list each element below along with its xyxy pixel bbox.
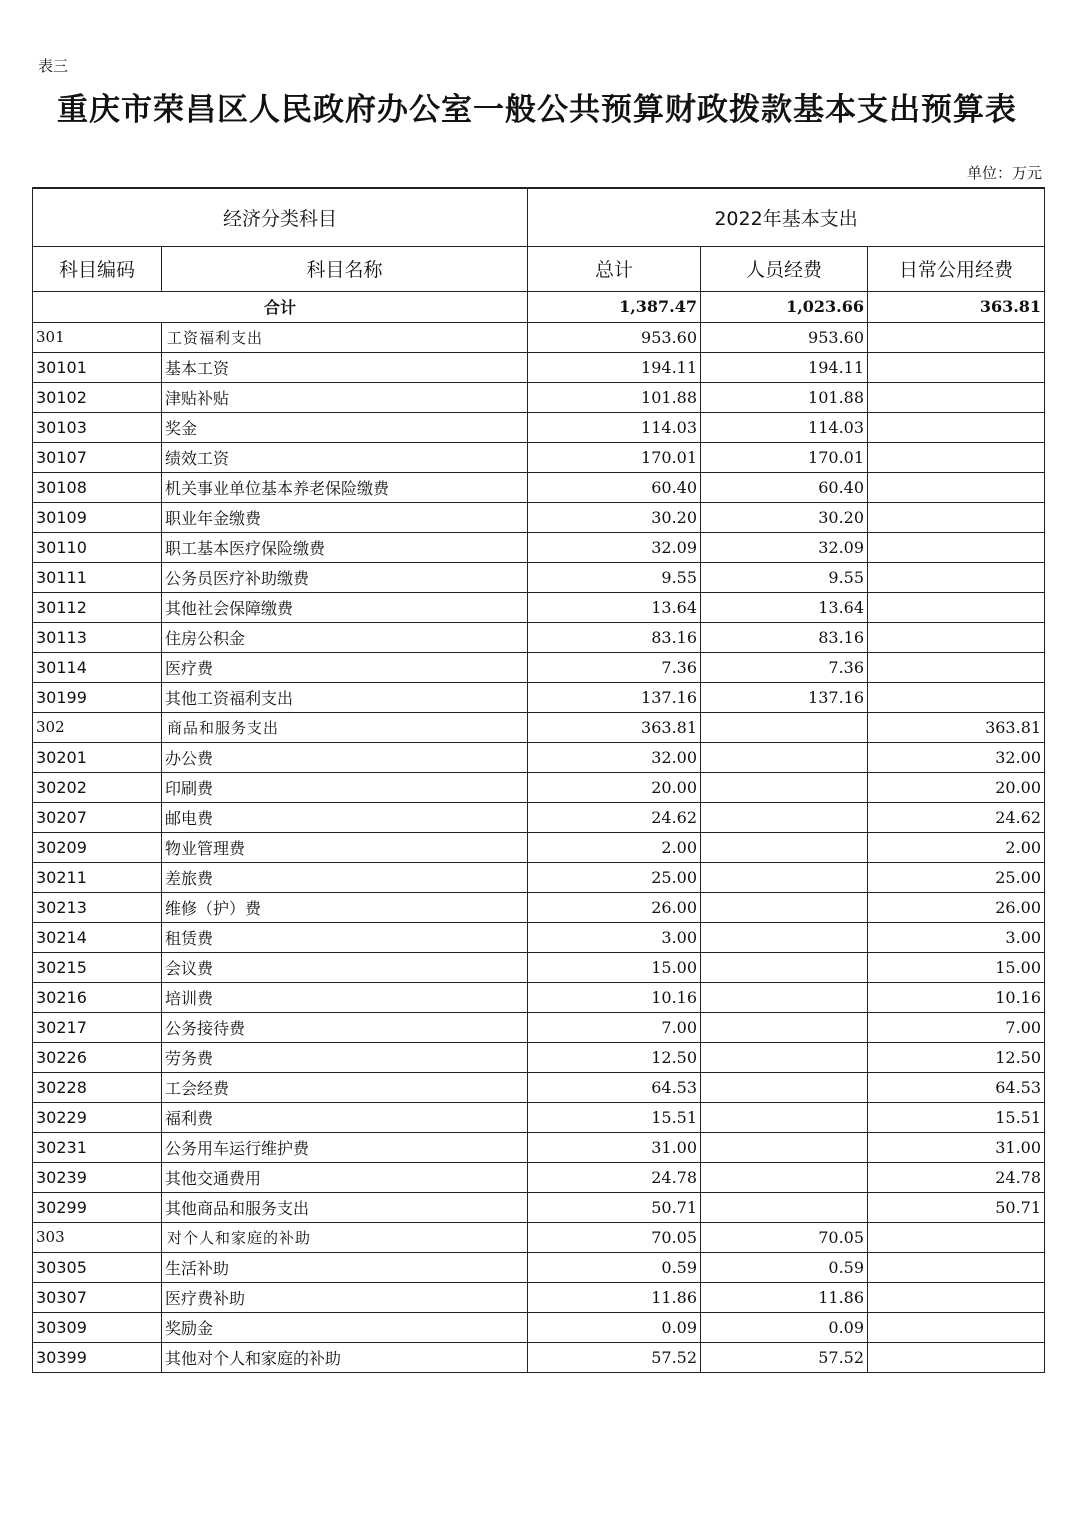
row-name: 医疗费 <box>162 652 528 682</box>
row-code: 30305 <box>33 1252 162 1282</box>
row-name: 差旅费 <box>162 862 528 892</box>
row-name: 工资福利支出 <box>162 322 528 352</box>
table-row <box>33 532 1045 562</box>
table-row <box>33 1072 1045 1102</box>
row-code: 30103 <box>33 412 162 442</box>
row-total: 7.00 <box>528 1012 701 1042</box>
row-name: 公务员医疗补助缴费 <box>162 562 528 592</box>
table-row <box>33 1282 1045 1312</box>
row-code: 30209 <box>33 832 162 862</box>
row-name: 工会经费 <box>162 1072 528 1102</box>
table-label: 表三 <box>38 57 69 75</box>
row-public <box>868 1252 1045 1282</box>
row-total: 26.00 <box>528 892 701 922</box>
row-total: 101.88 <box>528 382 701 412</box>
row-name: 奖励金 <box>162 1312 528 1342</box>
row-personnel <box>701 772 868 802</box>
row-name: 邮电费 <box>162 802 528 832</box>
table-row <box>33 502 1045 532</box>
row-total: 953.60 <box>528 322 701 352</box>
row-total: 60.40 <box>528 472 701 502</box>
row-code: 302 <box>33 712 162 742</box>
row-total: 114.03 <box>528 412 701 442</box>
row-code: 30112 <box>33 592 162 622</box>
row-code: 30226 <box>33 1042 162 1072</box>
row-total: 194.11 <box>528 352 701 382</box>
row-total: 9.55 <box>528 562 701 592</box>
row-personnel: 0.09 <box>701 1312 868 1342</box>
row-public <box>868 1312 1045 1342</box>
row-code: 30113 <box>33 622 162 652</box>
row-code: 30211 <box>33 862 162 892</box>
row-personnel: 0.59 <box>701 1252 868 1282</box>
header-economic-classification: 经济分类科目 <box>33 188 528 246</box>
row-name: 其他社会保障缴费 <box>162 592 528 622</box>
table-row <box>33 982 1045 1012</box>
row-code: 30307 <box>33 1282 162 1312</box>
table-row <box>33 1042 1045 1072</box>
row-public <box>868 472 1045 502</box>
row-code: 30215 <box>33 952 162 982</box>
row-code: 30107 <box>33 442 162 472</box>
row-public: 20.00 <box>868 772 1045 802</box>
row-name: 其他交通费用 <box>162 1162 528 1192</box>
row-code: 30399 <box>33 1342 162 1372</box>
row-code: 30299 <box>33 1192 162 1222</box>
row-name: 医疗费补助 <box>162 1282 528 1312</box>
table-row <box>33 322 1045 352</box>
row-personnel <box>701 1132 868 1162</box>
row-public: 3.00 <box>868 922 1045 952</box>
header-row-columns <box>33 246 1045 291</box>
row-name: 职业年金缴费 <box>162 502 528 532</box>
table-row <box>33 712 1045 742</box>
row-name: 福利费 <box>162 1102 528 1132</box>
header-total: 总计 <box>528 246 701 291</box>
row-code: 30214 <box>33 922 162 952</box>
row-total: 3.00 <box>528 922 701 952</box>
row-name: 租赁费 <box>162 922 528 952</box>
row-name: 公务用车运行维护费 <box>162 1132 528 1162</box>
row-total: 25.00 <box>528 862 701 892</box>
row-public: 32.00 <box>868 742 1045 772</box>
table-row <box>33 1342 1045 1372</box>
row-code: 30114 <box>33 652 162 682</box>
row-public <box>868 442 1045 472</box>
row-name: 绩效工资 <box>162 442 528 472</box>
table-row <box>33 772 1045 802</box>
row-total: 31.00 <box>528 1132 701 1162</box>
row-personnel: 70.05 <box>701 1222 868 1252</box>
row-personnel <box>701 1042 868 1072</box>
row-personnel <box>701 1012 868 1042</box>
row-personnel: 32.09 <box>701 532 868 562</box>
row-public: 31.00 <box>868 1132 1045 1162</box>
row-personnel: 13.64 <box>701 592 868 622</box>
row-total: 7.36 <box>528 652 701 682</box>
row-code: 30239 <box>33 1162 162 1192</box>
row-total: 32.09 <box>528 532 701 562</box>
table-row <box>33 802 1045 832</box>
row-name: 办公费 <box>162 742 528 772</box>
row-personnel <box>701 922 868 952</box>
row-total: 11.86 <box>528 1282 701 1312</box>
table-row <box>33 892 1045 922</box>
row-total: 0.09 <box>528 1312 701 1342</box>
row-personnel <box>701 982 868 1012</box>
row-public: 15.00 <box>868 952 1045 982</box>
row-name: 基本工资 <box>162 352 528 382</box>
row-personnel: 11.86 <box>701 1282 868 1312</box>
row-code: 30231 <box>33 1132 162 1162</box>
row-public <box>868 382 1045 412</box>
table-row <box>33 862 1045 892</box>
total-total: 1,387.47 <box>528 291 701 322</box>
row-personnel <box>701 832 868 862</box>
table-row <box>33 352 1045 382</box>
row-public: 50.71 <box>868 1192 1045 1222</box>
row-personnel: 9.55 <box>701 562 868 592</box>
row-public <box>868 1222 1045 1252</box>
row-public <box>868 652 1045 682</box>
row-public <box>868 1282 1045 1312</box>
row-personnel: 7.36 <box>701 652 868 682</box>
row-personnel: 137.16 <box>701 682 868 712</box>
table-row <box>33 1102 1045 1132</box>
row-total: 64.53 <box>528 1072 701 1102</box>
row-public <box>868 412 1045 442</box>
row-total: 0.59 <box>528 1252 701 1282</box>
row-public: 26.00 <box>868 892 1045 922</box>
row-code: 30213 <box>33 892 162 922</box>
row-code: 301 <box>33 322 162 352</box>
row-total: 32.00 <box>528 742 701 772</box>
row-name: 培训费 <box>162 982 528 1012</box>
row-name: 其他对个人和家庭的补助 <box>162 1342 528 1372</box>
row-personnel <box>701 802 868 832</box>
row-public <box>868 1342 1045 1372</box>
row-name: 其他工资福利支出 <box>162 682 528 712</box>
header-public: 日常公用经费 <box>868 246 1045 291</box>
table-row <box>33 622 1045 652</box>
row-public: 7.00 <box>868 1012 1045 1042</box>
row-code: 30229 <box>33 1102 162 1132</box>
row-name: 物业管理费 <box>162 832 528 862</box>
row-total: 10.16 <box>528 982 701 1012</box>
row-total: 24.62 <box>528 802 701 832</box>
row-total: 57.52 <box>528 1342 701 1372</box>
total-label: 合计 <box>33 291 528 322</box>
row-personnel <box>701 1102 868 1132</box>
table-row <box>33 742 1045 772</box>
row-name: 会议费 <box>162 952 528 982</box>
row-total: 137.16 <box>528 682 701 712</box>
row-code: 30110 <box>33 532 162 562</box>
row-total: 83.16 <box>528 622 701 652</box>
row-name: 对个人和家庭的补助 <box>162 1222 528 1252</box>
row-public <box>868 682 1045 712</box>
row-total: 24.78 <box>528 1162 701 1192</box>
table-row <box>33 1222 1045 1252</box>
row-personnel: 60.40 <box>701 472 868 502</box>
row-public: 24.62 <box>868 802 1045 832</box>
row-public: 12.50 <box>868 1042 1045 1072</box>
table-row <box>33 1162 1045 1192</box>
row-public: 363.81 <box>868 712 1045 742</box>
row-name: 奖金 <box>162 412 528 442</box>
row-code: 30108 <box>33 472 162 502</box>
row-personnel: 30.20 <box>701 502 868 532</box>
row-code: 30228 <box>33 1072 162 1102</box>
row-code: 303 <box>33 1222 162 1252</box>
row-personnel: 194.11 <box>701 352 868 382</box>
row-public: 64.53 <box>868 1072 1045 1102</box>
table-row <box>33 652 1045 682</box>
total-public: 363.81 <box>868 291 1045 322</box>
row-total: 15.00 <box>528 952 701 982</box>
table-row <box>33 1312 1045 1342</box>
row-personnel <box>701 1192 868 1222</box>
row-name: 其他商品和服务支出 <box>162 1192 528 1222</box>
row-personnel: 83.16 <box>701 622 868 652</box>
row-total: 50.71 <box>528 1192 701 1222</box>
row-code: 30309 <box>33 1312 162 1342</box>
header-name: 科目名称 <box>162 246 528 291</box>
row-public <box>868 592 1045 622</box>
total-row <box>33 291 1045 322</box>
row-name: 住房公积金 <box>162 622 528 652</box>
row-code: 30216 <box>33 982 162 1012</box>
row-code: 30199 <box>33 682 162 712</box>
row-public: 25.00 <box>868 862 1045 892</box>
row-code: 30207 <box>33 802 162 832</box>
row-personnel: 953.60 <box>701 322 868 352</box>
row-public <box>868 322 1045 352</box>
total-personnel: 1,023.66 <box>701 291 868 322</box>
row-code: 30109 <box>33 502 162 532</box>
row-code: 30217 <box>33 1012 162 1042</box>
row-name: 印刷费 <box>162 772 528 802</box>
table-row <box>33 562 1045 592</box>
row-total: 170.01 <box>528 442 701 472</box>
row-public: 24.78 <box>868 1162 1045 1192</box>
row-personnel: 57.52 <box>701 1342 868 1372</box>
row-personnel: 101.88 <box>701 382 868 412</box>
header-basic-expenditure: 2022年基本支出 <box>528 188 1045 246</box>
row-code: 30101 <box>33 352 162 382</box>
row-name: 维修（护）费 <box>162 892 528 922</box>
unit-label: 单位：万元 <box>966 164 1042 182</box>
table-row <box>33 412 1045 442</box>
row-total: 20.00 <box>528 772 701 802</box>
row-name: 机关事业单位基本养老保险缴费 <box>162 472 528 502</box>
row-personnel: 170.01 <box>701 442 868 472</box>
row-personnel <box>701 862 868 892</box>
row-total: 2.00 <box>528 832 701 862</box>
row-public <box>868 562 1045 592</box>
row-personnel <box>701 1162 868 1192</box>
row-name: 生活补助 <box>162 1252 528 1282</box>
row-public <box>868 502 1045 532</box>
table-row <box>33 922 1045 952</box>
table-row <box>33 592 1045 622</box>
table-row <box>33 1252 1045 1282</box>
header-code: 科目编码 <box>33 246 162 291</box>
table-row <box>33 952 1045 982</box>
row-public: 2.00 <box>868 832 1045 862</box>
row-public: 15.51 <box>868 1102 1045 1132</box>
budget-table <box>32 187 1045 1373</box>
row-public <box>868 532 1045 562</box>
row-personnel <box>701 952 868 982</box>
row-code: 30202 <box>33 772 162 802</box>
table-row <box>33 1012 1045 1042</box>
row-total: 30.20 <box>528 502 701 532</box>
header-row-group <box>33 188 1045 246</box>
row-name: 公务接待费 <box>162 1012 528 1042</box>
row-total: 363.81 <box>528 712 701 742</box>
row-code: 30111 <box>33 562 162 592</box>
table-row <box>33 682 1045 712</box>
row-personnel: 114.03 <box>701 412 868 442</box>
table-row <box>33 1132 1045 1162</box>
row-public: 10.16 <box>868 982 1045 1012</box>
row-name: 津贴补贴 <box>162 382 528 412</box>
page-title: 重庆市荣昌区人民政府办公室一般公共预算财政拨款基本支出预算表 <box>57 92 1017 128</box>
row-name: 职工基本医疗保险缴费 <box>162 532 528 562</box>
table-row <box>33 472 1045 502</box>
table-row <box>33 832 1045 862</box>
row-personnel <box>701 742 868 772</box>
row-name: 劳务费 <box>162 1042 528 1072</box>
row-public <box>868 352 1045 382</box>
row-personnel <box>701 1072 868 1102</box>
row-total: 70.05 <box>528 1222 701 1252</box>
row-total: 15.51 <box>528 1102 701 1132</box>
row-total: 13.64 <box>528 592 701 622</box>
header-personnel: 人员经费 <box>701 246 868 291</box>
table-row <box>33 382 1045 412</box>
row-personnel <box>701 712 868 742</box>
row-public <box>868 622 1045 652</box>
row-name: 商品和服务支出 <box>162 712 528 742</box>
row-total: 12.50 <box>528 1042 701 1072</box>
row-code: 30102 <box>33 382 162 412</box>
table-row <box>33 1192 1045 1222</box>
row-personnel <box>701 892 868 922</box>
row-code: 30201 <box>33 742 162 772</box>
table-row <box>33 442 1045 472</box>
